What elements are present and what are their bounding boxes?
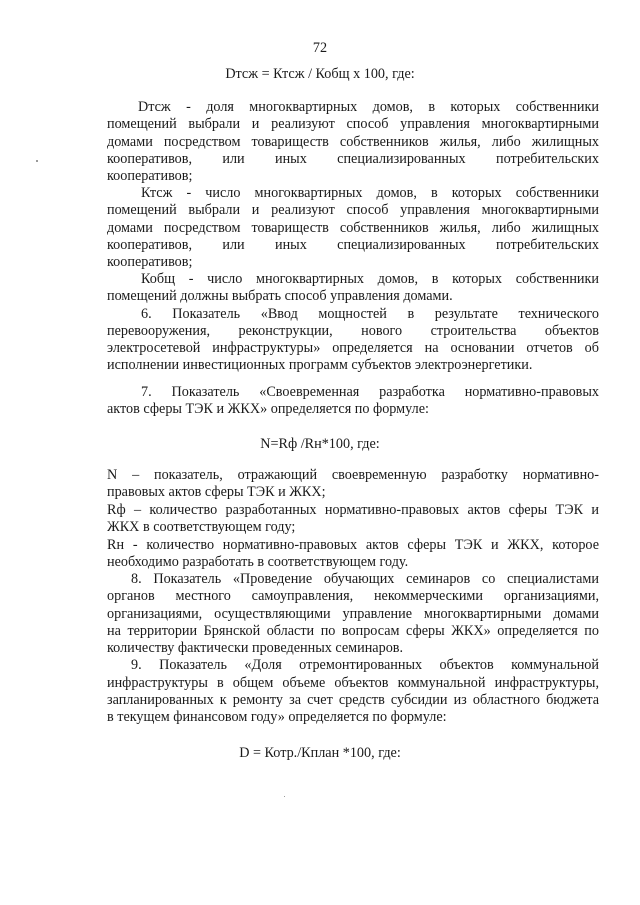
paragraph-line: органов местного самоуправления, некоммерческими организациями, xyxy=(107,588,599,604)
paragraph-line: Dтсж - доля многоквартирных домов, в которых собственники xyxy=(138,99,599,115)
scan-speck xyxy=(284,796,285,797)
formula-dtsj: Dтсж = Ктсж / Кобщ х 100, где: xyxy=(225,66,415,82)
paragraph-line: количеству фактически проведенных семинаров. xyxy=(107,640,404,656)
paragraph-line: 6. Показатель «Ввод мощностей в результате технического xyxy=(141,306,599,322)
paragraph-line: перевооружения, реконструкции, нового строительства объектов xyxy=(107,323,599,339)
paragraph-line: необходимо разработать в соответствующем году. xyxy=(107,554,409,570)
paragraph-line: Rф – количество разработанных нормативно-правовых актов сферы ТЭК и xyxy=(107,502,599,518)
paragraph-line: кооперативов, или иных специализированных потребительских xyxy=(107,237,599,253)
paragraph-line: актов сферы ТЭК и ЖКХ» определяется по формуле: xyxy=(107,401,429,417)
paragraph-line: Кобщ - число многоквартирных домов, в которых собственники xyxy=(141,271,599,287)
paragraph-line: кооперативов; xyxy=(107,168,193,184)
paragraph-line: помещений выбрали и реализуют способ управления многоквартирными xyxy=(107,202,599,218)
paragraph-line: инфраструктуры в общем объеме объектов коммунальной инфраструктуры, xyxy=(107,675,599,691)
paragraph-line: на территории Брянской области по вопросам сферы ЖКХ» определяется по xyxy=(107,623,599,639)
page-number: 72 xyxy=(312,40,328,56)
paragraph-line: в текущем финансовом году» определяется по формуле: xyxy=(107,709,447,725)
paragraph-line: 8. Показатель «Проведение обучающих семинаров со специалистами xyxy=(131,571,599,587)
paragraph-line: помещений должны выбрать способ управления домами. xyxy=(107,288,453,304)
paragraph-line: домами посредством товариществ собственников жилья, либо жилищных xyxy=(107,134,599,150)
paragraph-line: запланированных к ремонту за счет средств субсидии из областного бюджета xyxy=(107,692,599,708)
paragraph-line: кооперативов, или иных специализированных потребительских xyxy=(107,151,599,167)
paragraph-line: 9. Показатель «Доля отремонтированных объектов коммунальной xyxy=(131,657,599,673)
paragraph-line: электросетевой инфраструктуры» определяется на основании отчетов об xyxy=(107,340,599,356)
paragraph-line: 7. Показатель «Своевременная разработка нормативно-правовых xyxy=(141,384,599,400)
paragraph-line: Rн - количество нормативно-правовых актов сферы ТЭК и ЖКХ, которое xyxy=(107,537,599,553)
paragraph-line: организациями, осуществляющими управление многоквартирными домами xyxy=(107,606,599,622)
paragraph-line: домами посредством товариществ собственников жилья, либо жилищных xyxy=(107,220,599,236)
formula-d: D = Котр./Кплан *100, где: xyxy=(239,745,401,761)
paragraph-line: N – показатель, отражающий своевременную разработку нормативно- xyxy=(107,467,599,483)
paragraph-line: исполнении инвестиционных программ субъектов электроэнергетики. xyxy=(107,357,533,373)
paragraph-line: ЖКХ в соответствующем году; xyxy=(107,519,296,535)
paragraph-line: правовых актов сферы ТЭК и ЖКХ; xyxy=(107,484,326,500)
formula-n: N=Rф /Rн*100, где: xyxy=(260,436,380,452)
paragraph-line: кооперативов; xyxy=(107,254,193,270)
paragraph-line: помещений выбрали и реализуют способ управления многоквартирными xyxy=(107,116,599,132)
scan-speck xyxy=(36,160,38,162)
paragraph-line: Ктсж - число многоквартирных домов, в которых собственники xyxy=(141,185,599,201)
